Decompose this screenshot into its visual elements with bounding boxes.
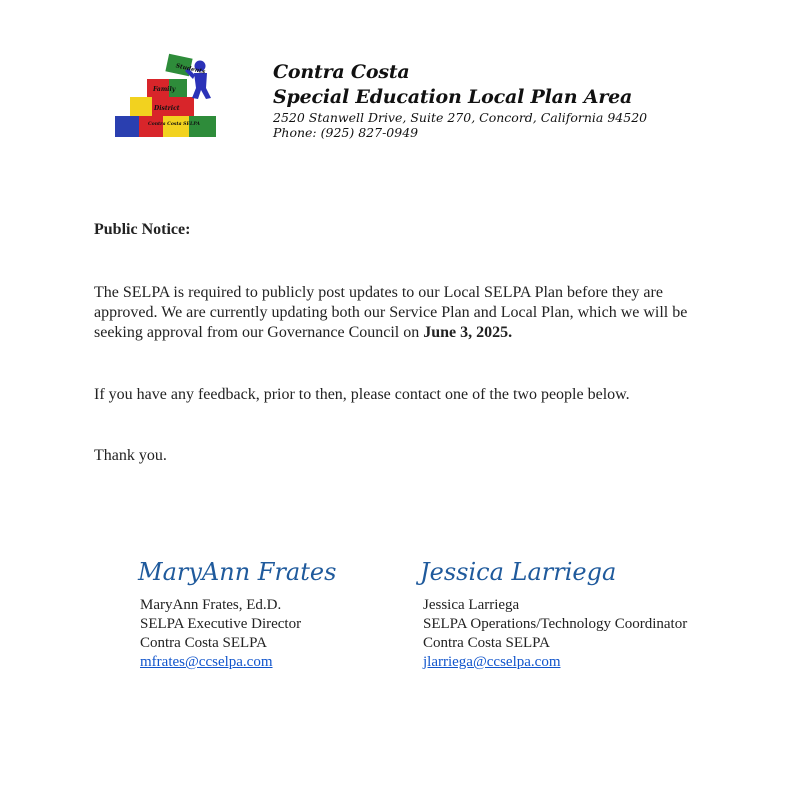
signature-2: Jessica Larriega bbox=[420, 558, 617, 586]
org-name-line2: Special Education Local Plan Area bbox=[273, 86, 633, 108]
contact-2-name: Jessica Larriega bbox=[423, 597, 520, 613]
logo-block-yellow-2 bbox=[130, 97, 152, 116]
logo-label-students: Students bbox=[175, 62, 206, 76]
contact-1-email-link[interactable]: mfrates@ccselpa.com bbox=[140, 654, 273, 670]
contact-block-2 bbox=[420, 556, 688, 672]
notice-paragraph-2: If you have any feedback, prior to then, please contact one of the two people below. bbox=[94, 386, 630, 403]
approval-date: June 3, 2025. bbox=[423, 324, 513, 341]
logo-label-selpa: Contra Costa SELPA bbox=[148, 122, 200, 127]
org-phone: Phone: (925) 827-0949 bbox=[273, 125, 419, 140]
logo-figure-body bbox=[192, 73, 211, 99]
contact-2-email-link[interactable]: jlarriega@ccselpa.com bbox=[423, 654, 561, 670]
contact-2-org: Contra Costa SELPA bbox=[423, 635, 550, 651]
notice-heading: Public Notice: bbox=[94, 221, 191, 238]
notice-paragraph-1 bbox=[94, 283, 714, 343]
contact-2-title: SELPA Operations/Technology Coordinator bbox=[423, 616, 688, 632]
contact-1-org: Contra Costa SELPA bbox=[140, 635, 267, 651]
org-address: 2520 Stanwell Drive, Suite 270, Concord, California 94520 bbox=[273, 110, 648, 125]
contact-block-1 bbox=[140, 556, 336, 672]
letterhead bbox=[273, 60, 773, 140]
contact-1-title: SELPA Executive Director bbox=[140, 616, 302, 632]
org-name-line1: Contra Costa bbox=[273, 61, 410, 83]
selpa-logo bbox=[112, 52, 222, 142]
closing-text: Thank you. bbox=[94, 447, 167, 464]
signature-1: MaryAnn Frates bbox=[138, 558, 337, 586]
notice-paragraph-1-text: The SELPA is required to publicly post updates to our Local SELPA Plan before they are approved. We are currently updating both our Service Plan and Local Plan, which we will be seeking approval from our Governance Council on bbox=[94, 284, 688, 341]
logo-label-family: Family bbox=[153, 86, 176, 93]
logo-block-blue bbox=[115, 116, 139, 137]
contact-1-name: MaryAnn Frates, Ed.D. bbox=[140, 597, 282, 613]
logo-label-district: District bbox=[154, 105, 180, 112]
